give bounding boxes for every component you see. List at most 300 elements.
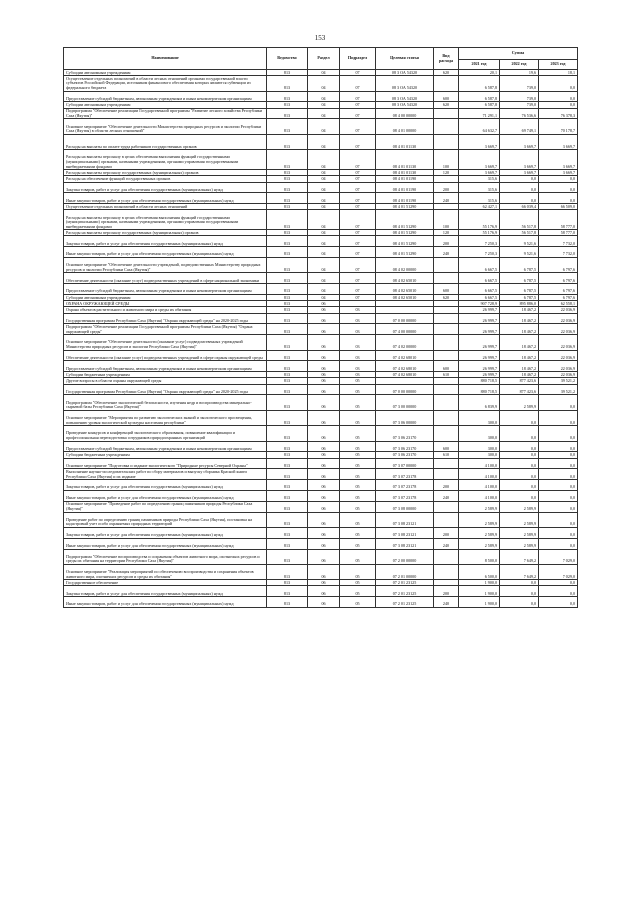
- row-sum-2022: 18 467,2: [500, 335, 539, 350]
- row-expense-type: [434, 76, 459, 91]
- row-podrazdel: 03: [340, 324, 376, 335]
- row-razdel: 06: [308, 441, 340, 452]
- row-razdel: 06: [308, 549, 340, 564]
- row-vedomstvo: 813: [267, 395, 308, 410]
- row-razdel: 04: [308, 284, 340, 295]
- row-sum-2021: 64 632,7: [459, 119, 500, 134]
- row-sum-2022: 0,0: [500, 426, 539, 441]
- row-sum-2022: 2 589,9: [500, 512, 539, 527]
- row-name: Закупка товаров, работ и услуг для обеспечения государственных (муниципальных) нужд: [64, 236, 267, 247]
- row-sum-2022: 0,0: [500, 441, 539, 452]
- row-target-article: 07 2 01 23125: [376, 586, 434, 597]
- row-sum-2022: 18 467,2: [500, 372, 539, 378]
- row-sum-2021: 880 718,5: [459, 384, 500, 395]
- table-row: [64, 108, 578, 119]
- row-target-article: 07 3 07 23178: [376, 480, 434, 491]
- row-vedomstvo: 813: [267, 258, 308, 273]
- table-row: [64, 480, 578, 491]
- row-sum-2023: 22 036,9: [539, 313, 578, 324]
- row-sum-2022: 18 467,2: [500, 361, 539, 372]
- row-vedomstvo: 813: [267, 586, 308, 597]
- row-name: Проведение работ по определению границ памятников природы Республики Саха (Якутия), постановка на кадастровый учет особо охраняемых природных территорий: [64, 512, 267, 527]
- row-name: Основное мероприятие "Мероприятия по развитию экологических знаний и экологического просвещения, повышению уровня экологической культуры населения республики": [64, 410, 267, 425]
- row-name: Иные закупки товаров, работ и услуг для обеспечения государственных (муниципальных) нужд: [64, 193, 267, 204]
- row-sum-2021: 7 250,3: [459, 247, 500, 258]
- row-podrazdel: 07: [340, 150, 376, 170]
- row-target-article: 08 4 01 01130: [376, 170, 434, 176]
- header-year-2023: 2023 год: [539, 60, 578, 70]
- row-sum-2023: 6 797,6: [539, 273, 578, 284]
- row-expense-type: [434, 469, 459, 480]
- row-sum-2023: 22 036,9: [539, 350, 578, 361]
- header-expense-type: Вид расхода: [434, 48, 459, 70]
- row-expense-type: [434, 134, 459, 149]
- table-row: [64, 76, 578, 91]
- row-razdel: 06: [308, 512, 340, 527]
- row-target-article: 08 3 ОА 54320: [376, 76, 434, 91]
- row-razdel: 06: [308, 313, 340, 324]
- row-sum-2021: 6 839,9: [459, 395, 500, 410]
- row-name: Субсидии бюджетным учреждениям: [64, 372, 267, 378]
- row-target-article: 07 3 07 23178: [376, 469, 434, 480]
- row-vedomstvo: 813: [267, 564, 308, 579]
- row-expense-type: 200: [434, 182, 459, 193]
- row-target-article: 07 3 06 00000: [376, 410, 434, 425]
- row-vedomstvo: 813: [267, 170, 308, 176]
- row-sum-2023: 0,0: [539, 538, 578, 549]
- row-sum-2022: 0,0: [500, 480, 539, 491]
- row-sum-2021: 6 667,5: [459, 284, 500, 295]
- row-vedomstvo: 813: [267, 324, 308, 335]
- row-sum-2023: 0,0: [539, 458, 578, 469]
- row-razdel: 06: [308, 350, 340, 361]
- row-razdel: 06: [308, 324, 340, 335]
- row-expense-type: [434, 426, 459, 441]
- row-expense-type: 120: [434, 170, 459, 176]
- table-row: [64, 410, 578, 425]
- row-sum-2021: 26 999,7: [459, 335, 500, 350]
- row-razdel: 04: [308, 91, 340, 102]
- page-number: 153: [314, 34, 326, 42]
- row-sum-2023: 58 777,0: [539, 230, 578, 236]
- row-razdel: 06: [308, 564, 340, 579]
- row-sum-2022: 6 787,5: [500, 295, 539, 301]
- row-target-article: 08 4 01 01130: [376, 134, 434, 149]
- row-podrazdel: 07: [340, 295, 376, 301]
- header-podrazdel: Подраздел: [340, 48, 376, 70]
- row-sum-2022: 18 467,2: [500, 307, 539, 313]
- row-sum-2021: 2 589,9: [459, 527, 500, 538]
- row-sum-2023: 22 036,9: [539, 307, 578, 313]
- row-sum-2022: 76 536,6: [500, 108, 539, 119]
- row-expense-type: [434, 501, 459, 512]
- row-expense-type: [434, 324, 459, 335]
- row-expense-type: [434, 273, 459, 284]
- row-target-article: 07 4 02 00000: [376, 335, 434, 350]
- row-sum-2021: 6 587,8: [459, 76, 500, 91]
- row-target-article: 07 2 01 00000: [376, 564, 434, 579]
- row-sum-2023: 6 797,6: [539, 284, 578, 295]
- row-name: Государственная программа Республики Саха (Якутия) "Охрана окружающей среды" на 2020-2025 годы: [64, 384, 267, 395]
- row-podrazdel: 05: [340, 597, 376, 608]
- row-podrazdel: 07: [340, 108, 376, 119]
- row-sum-2023: 39 521,2: [539, 378, 578, 384]
- row-expense-type: [434, 395, 459, 410]
- table-row: [64, 91, 578, 102]
- row-name: Предоставление субсидий бюджетным, автономным учреждениям и иным некоммерческим организациям: [64, 284, 267, 295]
- row-sum-2023: 22 036,9: [539, 361, 578, 372]
- row-vedomstvo: 813: [267, 313, 308, 324]
- row-sum-2023: 6 797,6: [539, 258, 578, 273]
- row-sum-2022: 0,0: [500, 580, 539, 586]
- row-sum-2022: 0,0: [500, 452, 539, 458]
- row-sum-2023: 0,0: [539, 193, 578, 204]
- row-razdel: 04: [308, 204, 340, 210]
- row-sum-2023: 0,0: [539, 395, 578, 410]
- row-sum-2023: 0,0: [539, 527, 578, 538]
- row-vedomstvo: 813: [267, 70, 308, 76]
- row-sum-2022: 18 467,2: [500, 313, 539, 324]
- header-target-article: Целевая статья: [376, 48, 434, 70]
- row-vedomstvo: 813: [267, 350, 308, 361]
- row-name: Государственная программа Республики Саха (Якутия) "Охрана окружающей среды" на 2020-2025 годы: [64, 313, 267, 324]
- row-target-article: 07 4 02 68010: [376, 361, 434, 372]
- row-sum-2023: 0,0: [539, 586, 578, 597]
- row-sum-2022: 877 423,6: [500, 384, 539, 395]
- row-sum-2021: 55 176,9: [459, 230, 500, 236]
- row-sum-2022: 0,0: [500, 176, 539, 182]
- row-expense-type: [434, 564, 459, 579]
- row-name: Обеспечение деятельности (оказание услуг) подведомственных учреждений в сфере национальной экономики: [64, 273, 267, 284]
- row-sum-2022: 2 589,9: [500, 527, 539, 538]
- table-row: [64, 458, 578, 469]
- row-sum-2021: 26 999,7: [459, 361, 500, 372]
- row-razdel: 06: [308, 372, 340, 378]
- row-sum-2021: 315,6: [459, 176, 500, 182]
- row-sum-2021: 6 667,5: [459, 273, 500, 284]
- row-target-article: 07 0 00 00000: [376, 384, 434, 395]
- row-sum-2021: 26 999,7: [459, 324, 500, 335]
- row-expense-type: 200: [434, 586, 459, 597]
- row-razdel: 06: [308, 378, 340, 384]
- row-vedomstvo: 813: [267, 372, 308, 378]
- row-podrazdel: 07: [340, 210, 376, 230]
- row-sum-2021: 8 500,0: [459, 549, 500, 564]
- header-year-2021: 2021 год: [459, 60, 500, 70]
- row-expense-type: 600: [434, 361, 459, 372]
- row-podrazdel: 05: [340, 441, 376, 452]
- table-row: [64, 119, 578, 134]
- row-sum-2022: 2 589,9: [500, 501, 539, 512]
- row-expense-type: [434, 335, 459, 350]
- table-row: [64, 441, 578, 452]
- row-sum-2021: 62 427,1: [459, 204, 500, 210]
- row-expense-type: [434, 119, 459, 134]
- row-razdel: 04: [308, 182, 340, 193]
- row-podrazdel: 05: [340, 395, 376, 410]
- row-vedomstvo: 813: [267, 91, 308, 102]
- row-sum-2023: 0,0: [539, 426, 578, 441]
- row-razdel: 04: [308, 119, 340, 134]
- row-sum-2022: 66 039,4: [500, 204, 539, 210]
- row-name: Основное мероприятие "Подготовка и издание экологического "Природные ресурсы Северной Охраны": [64, 458, 267, 469]
- row-razdel: 04: [308, 193, 340, 204]
- row-vedomstvo: 813: [267, 384, 308, 395]
- row-podrazdel: 03: [340, 313, 376, 324]
- row-vedomstvo: 813: [267, 150, 308, 170]
- row-target-article: 07 3 06 23170: [376, 452, 434, 458]
- row-podrazdel: 07: [340, 284, 376, 295]
- row-expense-type: 200: [434, 527, 459, 538]
- row-expense-type: 100: [434, 150, 459, 170]
- row-razdel: 04: [308, 150, 340, 170]
- row-target-article: 08 4 02 65010: [376, 284, 434, 295]
- row-sum-2021: 6 667,5: [459, 258, 500, 273]
- row-sum-2021: 4 100,0: [459, 480, 500, 491]
- row-name: Расходы на выплаты персоналу в целях обеспечения выполнения функций государственными (муниципальными) органами, казенными учреждениями, органами управления государственными внебюджетными фондами: [64, 150, 267, 170]
- row-sum-2023: 0,0: [539, 480, 578, 491]
- table-row: [64, 284, 578, 295]
- row-target-article: 07 3 08 23121: [376, 538, 434, 549]
- row-vedomstvo: 813: [267, 119, 308, 134]
- row-name: Основное мероприятие "Обеспечение деятельности Министерства природных ресурсов и экологии Республики Саха (Якутия) в области лесных отношений": [64, 119, 267, 134]
- row-target-article: 08 4 01 01190: [376, 176, 434, 182]
- table-row: [64, 361, 578, 372]
- row-sum-2023: 0,0: [539, 512, 578, 527]
- row-name: Основное мероприятие "Обеспечение деятельности учреждений, подведомственных Министерству природных ресурсов и экологии Республики Саха (Якутия)": [64, 258, 267, 273]
- row-sum-2023: 0,0: [539, 501, 578, 512]
- row-sum-2022: 0,0: [500, 182, 539, 193]
- row-razdel: 06: [308, 361, 340, 372]
- row-sum-2021: 3 669,7: [459, 150, 500, 170]
- row-sum-2021: 4 100,0: [459, 469, 500, 480]
- row-podrazdel: 07: [340, 193, 376, 204]
- table-row: [64, 182, 578, 193]
- row-name: Обеспечение деятельности (оказание услуг) подведомственных учреждений в сфере охраны окружающей среды: [64, 350, 267, 361]
- row-sum-2023: 0,0: [539, 469, 578, 480]
- row-podrazdel: 07: [340, 236, 376, 247]
- row-vedomstvo: 813: [267, 490, 308, 501]
- row-vedomstvo: 813: [267, 458, 308, 469]
- table-row: [64, 512, 578, 527]
- row-razdel: 06: [308, 580, 340, 586]
- row-razdel: 04: [308, 230, 340, 236]
- row-podrazdel: 05: [340, 527, 376, 538]
- row-target-article: 07 2 01 23125: [376, 597, 434, 608]
- row-name: Другие вопросы в области охраны окружающей среды: [64, 378, 267, 384]
- row-vedomstvo: 813: [267, 295, 308, 301]
- row-podrazdel: 05: [340, 426, 376, 441]
- row-vedomstvo: 813: [267, 361, 308, 372]
- row-podrazdel: 07: [340, 258, 376, 273]
- table-row: [64, 313, 578, 324]
- row-sum-2021: 2 589,9: [459, 538, 500, 549]
- row-razdel: 06: [308, 490, 340, 501]
- row-sum-2023: 7 732,0: [539, 247, 578, 258]
- row-name: Иные закупки товаров, работ и услуг для обеспечения государственных (муниципальных) нужд: [64, 597, 267, 608]
- row-expense-type: 620: [434, 70, 459, 76]
- row-sum-2021: 20,1: [459, 70, 500, 76]
- row-target-article: 08 4 01 51290: [376, 230, 434, 236]
- row-target-article: 07 0 00 00000: [376, 313, 434, 324]
- row-podrazdel: 05: [340, 458, 376, 469]
- row-sum-2022: 739,0: [500, 76, 539, 91]
- row-sum-2023: 7 029,0: [539, 549, 578, 564]
- row-razdel: 04: [308, 247, 340, 258]
- row-sum-2022: 3 669,7: [500, 170, 539, 176]
- row-podrazdel: 05: [340, 384, 376, 395]
- row-podrazdel: 05: [340, 378, 376, 384]
- row-sum-2022: 0,0: [500, 458, 539, 469]
- row-sum-2022: 739,0: [500, 102, 539, 108]
- row-podrazdel: 05: [340, 564, 376, 579]
- row-sum-2023: 3 669,7: [539, 134, 578, 149]
- row-name: Подпрограмма "Обеспечение реализации Государственной программы Республики Саха (Якутия) "Охрана окружающей среды": [64, 324, 267, 335]
- row-razdel: 04: [308, 102, 340, 108]
- row-target-article: 08 4 01 01130: [376, 150, 434, 170]
- table-row: [64, 384, 578, 395]
- row-sum-2023: 0,0: [539, 452, 578, 458]
- row-sum-2022: 3 669,7: [500, 134, 539, 149]
- row-podrazdel: 07: [340, 119, 376, 134]
- row-razdel: 06: [308, 480, 340, 491]
- row-target-article: 08 4 02 65010: [376, 273, 434, 284]
- row-sum-2022: 0,0: [500, 410, 539, 425]
- row-vedomstvo: 813: [267, 452, 308, 458]
- row-sum-2021: 4 100,0: [459, 458, 500, 469]
- row-podrazdel: 07: [340, 102, 376, 108]
- row-name: Предоставление субсидий бюджетным, автономным учреждениям и иным некоммерческим организациям: [64, 361, 267, 372]
- header-name: Наименование: [64, 48, 267, 70]
- row-sum-2022: 0,0: [500, 469, 539, 480]
- row-vedomstvo: 813: [267, 597, 308, 608]
- row-target-article: 07 4 00 00000: [376, 324, 434, 335]
- row-sum-2022: 2 589,9: [500, 538, 539, 549]
- row-sum-2022: 18 467,2: [500, 350, 539, 361]
- row-target-article: 07 3 08 23121: [376, 527, 434, 538]
- row-sum-2023: 7 732,0: [539, 236, 578, 247]
- row-razdel: 04: [308, 170, 340, 176]
- table-row: [64, 586, 578, 597]
- row-expense-type: [434, 108, 459, 119]
- row-vedomstvo: 813: [267, 236, 308, 247]
- table-row: [64, 247, 578, 258]
- row-name: Расходы на обеспечение функций государственных органов: [64, 176, 267, 182]
- row-sum-2022: 6 787,5: [500, 258, 539, 273]
- row-vedomstvo: 813: [267, 76, 308, 91]
- row-name: Подпрограмма "Обеспечение экологической безопасности, изучения недр и воспроизводства минерально-сырьевой базы Республики Саха (Якутия)": [64, 395, 267, 410]
- row-expense-type: 240: [434, 193, 459, 204]
- row-sum-2021: 6 667,5: [459, 295, 500, 301]
- row-name: Закупка товаров, работ и услуг для обеспечения государственных (муниципальных) нужд: [64, 182, 267, 193]
- row-expense-type: [434, 549, 459, 564]
- row-sum-2021: 7 250,3: [459, 236, 500, 247]
- row-podrazdel: 05: [340, 480, 376, 491]
- row-expense-type: 600: [434, 284, 459, 295]
- row-name: Проведение конкурсов и конференций экологического образования, повышение квалификации и профессиональная переподготовка сотрудников природоохранных организаций: [64, 426, 267, 441]
- row-vedomstvo: 813: [267, 273, 308, 284]
- row-podrazdel: 07: [340, 273, 376, 284]
- row-expense-type: [434, 410, 459, 425]
- row-vedomstvo: 813: [267, 210, 308, 230]
- row-expense-type: 610: [434, 452, 459, 458]
- row-sum-2021: 26 999,7: [459, 350, 500, 361]
- row-podrazdel: 03: [340, 361, 376, 372]
- row-vedomstvo: 813: [267, 580, 308, 586]
- row-sum-2021: 300,0: [459, 441, 500, 452]
- row-sum-2022: 7 649,2: [500, 564, 539, 579]
- row-razdel: 04: [308, 76, 340, 91]
- row-vedomstvo: 813: [267, 204, 308, 210]
- row-sum-2023: 7 029,0: [539, 564, 578, 579]
- row-sum-2022: 0,0: [500, 597, 539, 608]
- row-expense-type: 240: [434, 247, 459, 258]
- row-expense-type: 240: [434, 538, 459, 549]
- row-expense-type: 610: [434, 372, 459, 378]
- row-target-article: 07 2 01 23125: [376, 580, 434, 586]
- row-name: Государственное обеспечение: [64, 580, 267, 586]
- row-vedomstvo: 813: [267, 230, 308, 236]
- row-podrazdel: 03: [340, 372, 376, 378]
- row-razdel: 06: [308, 597, 340, 608]
- row-sum-2022: 7 649,2: [500, 549, 539, 564]
- row-sum-2023: 18,1: [539, 70, 578, 76]
- header-vedomstvo: Ведомство: [267, 48, 308, 70]
- row-sum-2021: 2 589,9: [459, 501, 500, 512]
- row-expense-type: 620: [434, 295, 459, 301]
- row-sum-2021: 880 718,5: [459, 378, 500, 384]
- row-name: ОХРАНА ОКРУЖАЮЩЕЙ СРЕДЫ: [64, 301, 267, 307]
- row-sum-2023: 0,0: [539, 76, 578, 91]
- row-razdel: 06: [308, 452, 340, 458]
- row-sum-2021: 1 900,0: [459, 597, 500, 608]
- row-expense-type: [434, 350, 459, 361]
- row-razdel: 04: [308, 258, 340, 273]
- row-name: Расходы на выплаты персоналу государственных (муниципальных) органов: [64, 170, 267, 176]
- row-sum-2022: 0,0: [500, 490, 539, 501]
- row-podrazdel: 07: [340, 204, 376, 210]
- row-razdel: 06: [308, 410, 340, 425]
- row-podrazdel: 07: [340, 176, 376, 182]
- row-target-article: 07 4 02 68010: [376, 350, 434, 361]
- row-vedomstvo: 813: [267, 134, 308, 149]
- row-target-article: 08 4 01 51290: [376, 204, 434, 210]
- row-razdel: 06: [308, 335, 340, 350]
- row-sum-2023: 0,0: [539, 91, 578, 102]
- row-sum-2021: 26 999,7: [459, 313, 500, 324]
- row-sum-2023: 0,0: [539, 580, 578, 586]
- row-podrazdel: 05: [340, 501, 376, 512]
- row-name: Субсидии автономным учреждениям: [64, 102, 267, 108]
- row-sum-2021: 300,0: [459, 426, 500, 441]
- table-row: [64, 210, 578, 230]
- row-sum-2021: 6 587,8: [459, 91, 500, 102]
- row-sum-2023: 0,0: [539, 441, 578, 452]
- row-target-article: 07 4 02 68010: [376, 372, 434, 378]
- row-target-article: 07 3 00 00000: [376, 395, 434, 410]
- row-sum-2023: 66 509,0: [539, 204, 578, 210]
- row-sum-2023: 70 178,7: [539, 119, 578, 134]
- row-target-article: 07 3 07 00000: [376, 458, 434, 469]
- row-sum-2021: 6 500,0: [459, 564, 500, 579]
- row-podrazdel: 05: [340, 538, 376, 549]
- table-row: [64, 426, 578, 441]
- row-name: Подпрограмма "Обеспечение воспроизводства и сохранения объектов животного мира, охотничьих ресурсов и среды их обитания на территории Республики Саха (Якутия)": [64, 549, 267, 564]
- row-sum-2023: 0,0: [539, 597, 578, 608]
- row-vedomstvo: 813: [267, 378, 308, 384]
- row-podrazdel: 05: [340, 490, 376, 501]
- table-row: [64, 527, 578, 538]
